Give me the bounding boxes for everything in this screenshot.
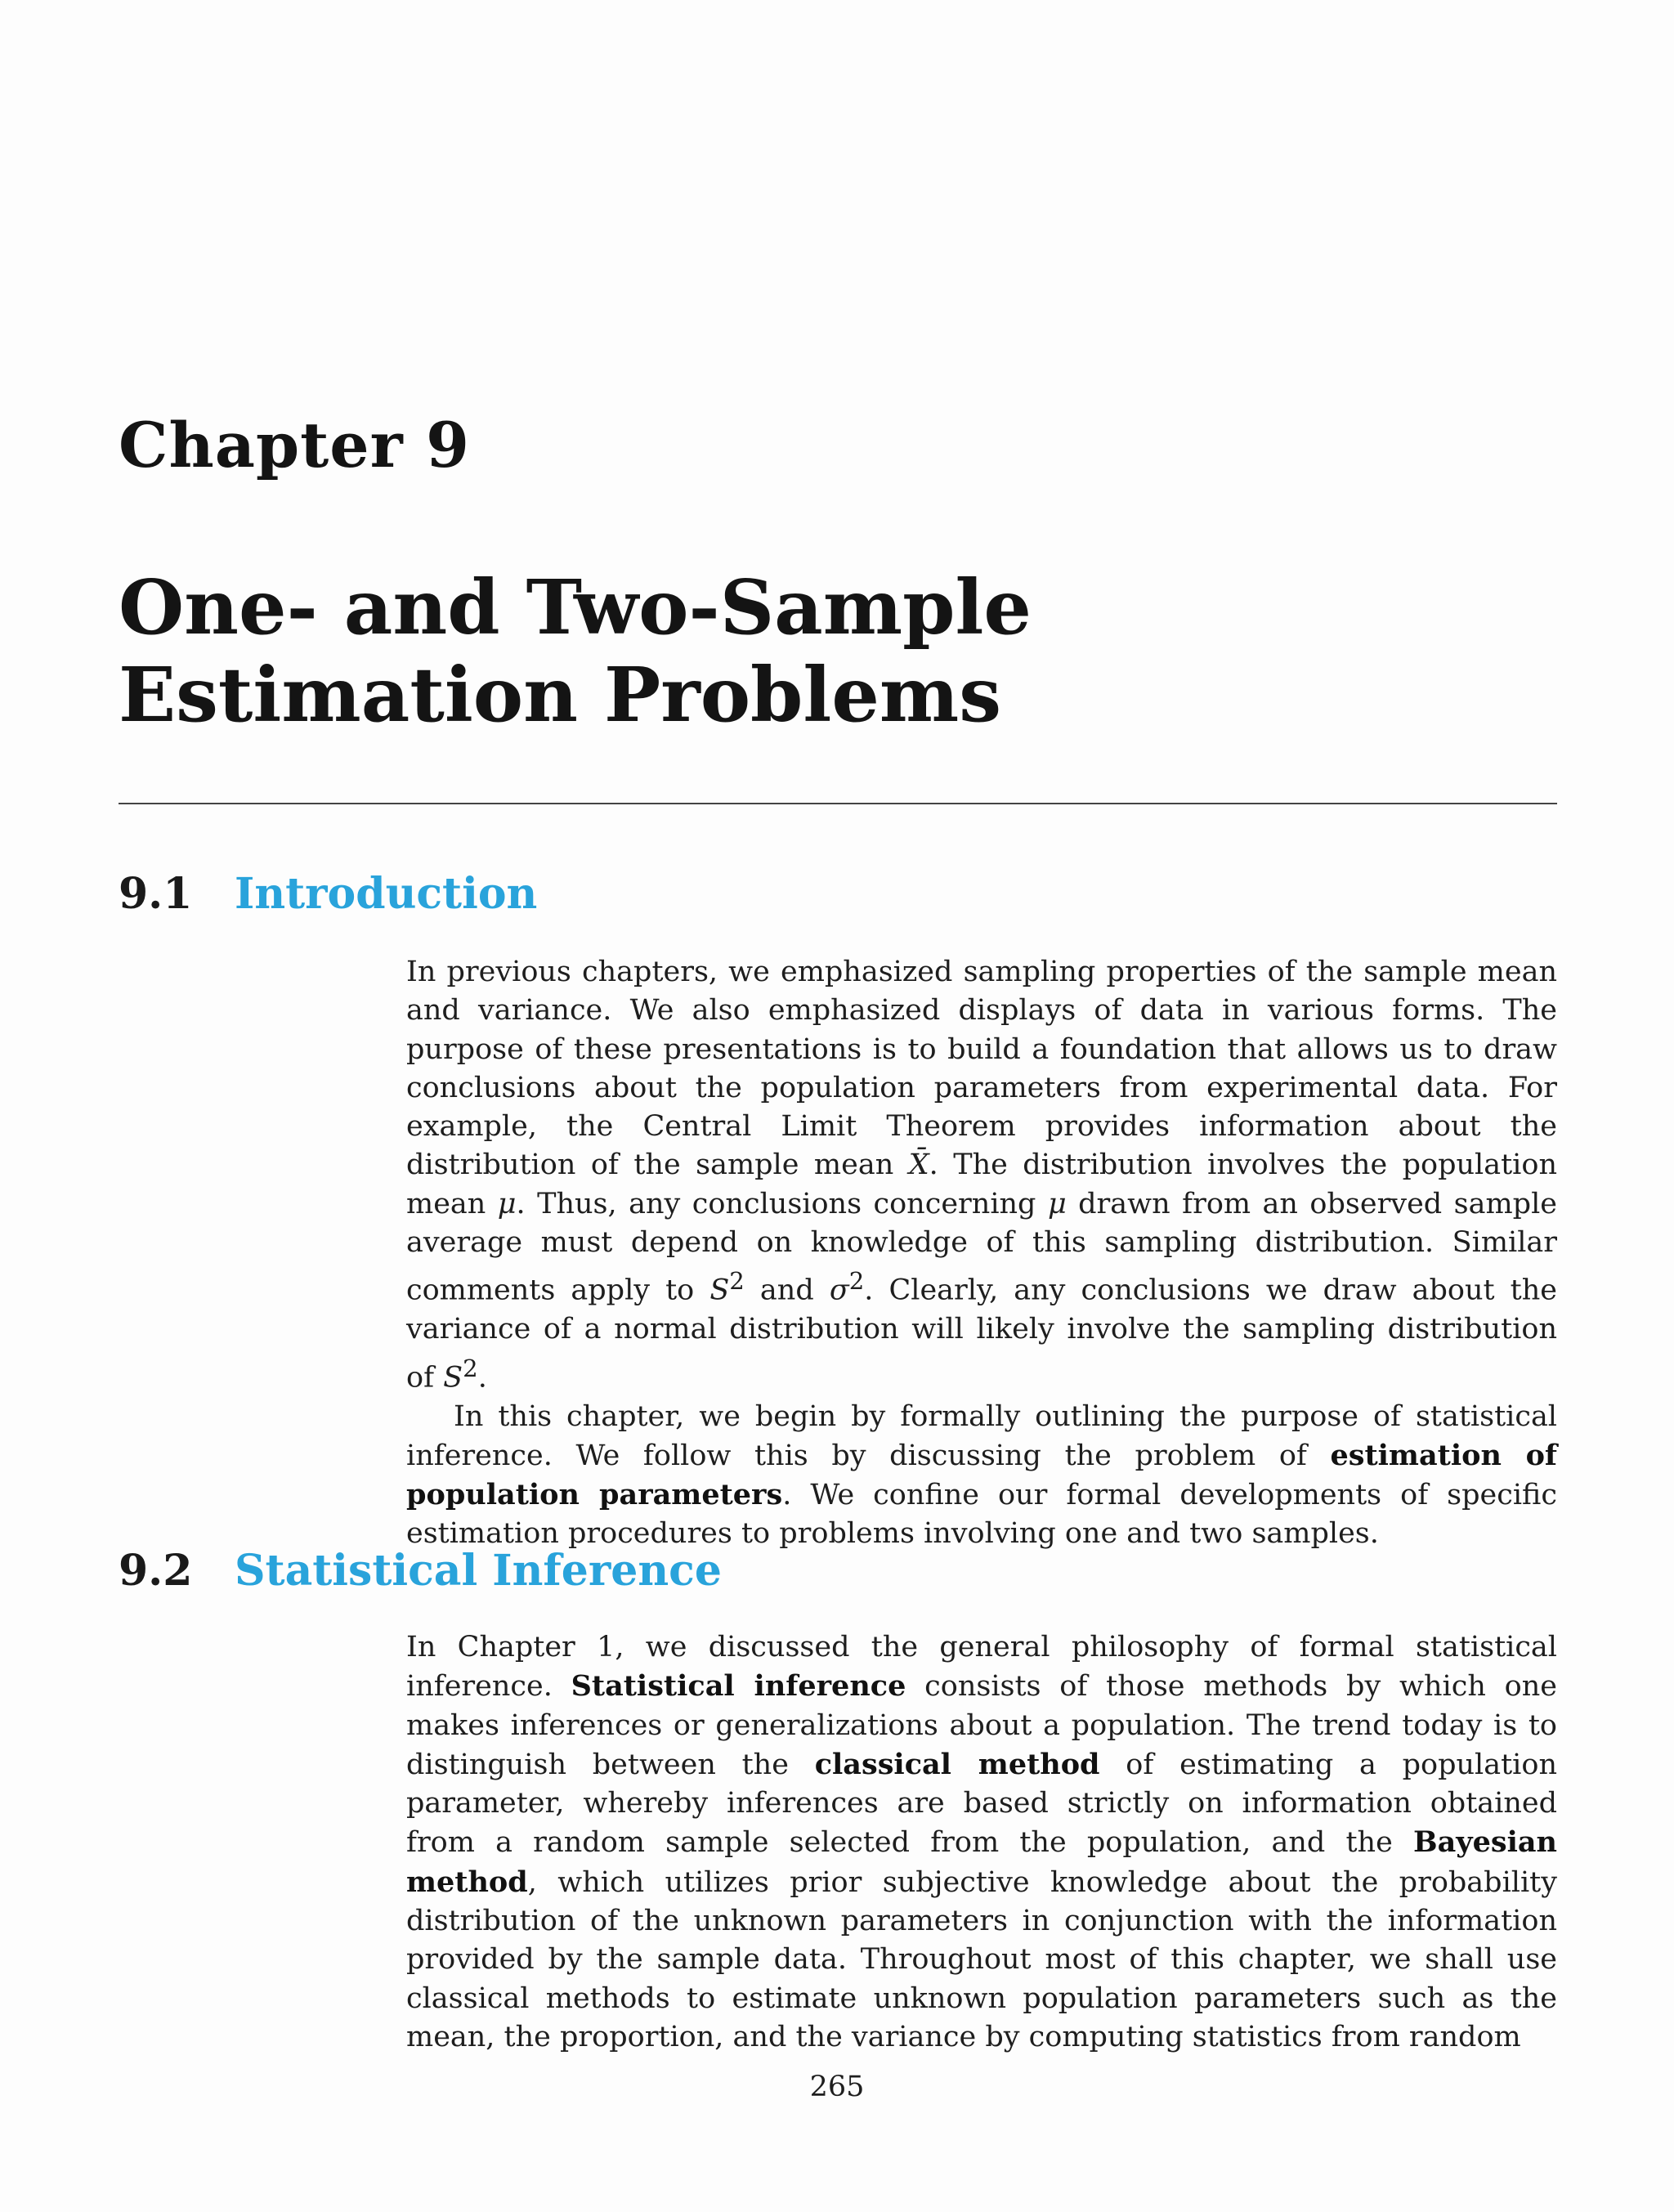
- math-symbol: S: [709, 1274, 730, 1308]
- math-symbol: μ: [1047, 1187, 1067, 1220]
- text-run: In Chapter 1, we discussed the general philosophy of formal statistical inference.: [406, 1631, 1557, 1704]
- text-run: , which utilizes prior subjective knowledge about the probability distribution of the unknown parameters in conjunction with the information provided by the sample data. Throughout most of this chapter, we shall use classical methods to estimate unknown population parameters such as the mean, the proportion, and the variance by computing statistics from random: [406, 1865, 1557, 2053]
- paragraph: [406, 1398, 1557, 1554]
- paragraph: [406, 953, 1557, 1398]
- section-heading-9-1: [119, 869, 538, 919]
- math-symbol: μ: [497, 1187, 517, 1220]
- text-run: drawn from an observed sample average must depend on knowledge of this sampling distribution. Similar comments apply to: [406, 1187, 1557, 1308]
- chapter-label: Chapter 9: [119, 409, 470, 481]
- text-run: .: [477, 1361, 487, 1395]
- paragraph: [406, 1628, 1557, 2057]
- math-superscript: 2: [729, 1267, 745, 1296]
- text-run: . Thus, any conclusions concerning: [516, 1187, 1048, 1220]
- section-title: Introduction: [235, 869, 538, 919]
- text-run: In previous chapters, we emphasized sampling properties of the sample mean and variance. We also emphasized displays of data in various forms. The purpose of these presentations is to build a foundation that allows us to draw conclusions about the population parameters from experimental data. For example, the Central Limit Theorem provides information about the distribution of the sample mean: [406, 956, 1557, 1182]
- key-term: Bayesian method: [406, 1825, 1557, 1899]
- key-term: Statistical inference: [571, 1669, 906, 1704]
- math-superscript: 2: [848, 1267, 865, 1296]
- text-run: . Clearly, any conclusions we draw about the variance of a normal distribution will likely involve the sampling distribution of: [406, 1274, 1557, 1395]
- section-number: 9.1: [119, 869, 193, 919]
- math-symbol: σ: [829, 1274, 849, 1308]
- math-symbol: S: [443, 1361, 463, 1395]
- section-body-9-1: [406, 953, 1557, 1554]
- math-superscript: 2: [463, 1354, 478, 1382]
- text-run: consists of those methods by which one makes inferences or generalizations about a population. The trend today is to distinguish between the: [406, 1670, 1557, 1781]
- section-title: Statistical Inference: [235, 1546, 722, 1596]
- key-term: estimation of population parameters: [406, 1438, 1557, 1512]
- chapter-title-line-2: Estimation Problems: [119, 650, 1002, 739]
- math-symbol: X̄: [908, 1149, 929, 1182]
- text-run: . We confine our formal developments of specific estimation procedures to problems involving one and two samples.: [406, 1479, 1557, 1551]
- section-body-9-2: [406, 1628, 1557, 2057]
- section-number: 9.2: [119, 1546, 193, 1596]
- text-run: of estimating a population parameter, whereby inferences are based strictly on information obtained from a random sample selected from the population, and the: [406, 1748, 1557, 1860]
- text-run: and: [744, 1274, 830, 1308]
- chapter-title-line-1: One- and Two-Sample: [119, 563, 1032, 652]
- page-number: 265: [809, 2071, 865, 2103]
- section-heading-9-2: [119, 1546, 722, 1596]
- text-run: . The distribution involves the population mean: [406, 1149, 1557, 1220]
- text-run: In this chapter, we begin by formally outlining the purpose of statistical inference. We follow this by discussing the problem of: [406, 1399, 1557, 1472]
- chapter-title: [119, 564, 1549, 738]
- chapter-divider: [119, 803, 1557, 804]
- key-term: classical method: [814, 1747, 1100, 1781]
